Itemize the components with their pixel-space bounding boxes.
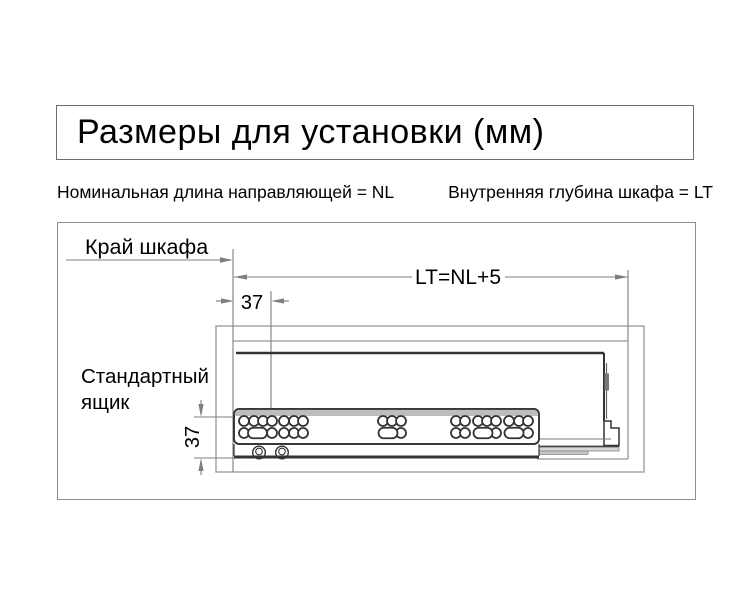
standard-drawer-label-line1: Стандартный xyxy=(81,365,209,388)
page-title: Размеры для установки (мм) xyxy=(77,113,545,151)
standard-drawer-label-line2: ящик xyxy=(81,391,130,414)
bottom-offset-label: 37 xyxy=(182,425,204,449)
drawer-slide-drawing xyxy=(58,223,695,499)
front-offset-label: 37 xyxy=(240,292,264,314)
cabinet-edge-label: Край шкафа xyxy=(85,235,209,259)
slide-rail xyxy=(234,409,539,459)
depth-dimension-label: LT=NL+5 xyxy=(415,266,501,289)
drawing-frame xyxy=(57,222,696,500)
legend-nominal-length: Номинальная длина направляющей = NL xyxy=(57,182,395,202)
cabinet-edge-leader xyxy=(66,249,233,472)
legend-inner-depth: Внутренняя глубина шкафа = LT xyxy=(448,182,713,202)
legend-row xyxy=(57,182,713,203)
slide-extension-bars xyxy=(539,447,619,454)
title-box xyxy=(56,105,694,160)
rail-mounting-holes xyxy=(239,416,533,438)
